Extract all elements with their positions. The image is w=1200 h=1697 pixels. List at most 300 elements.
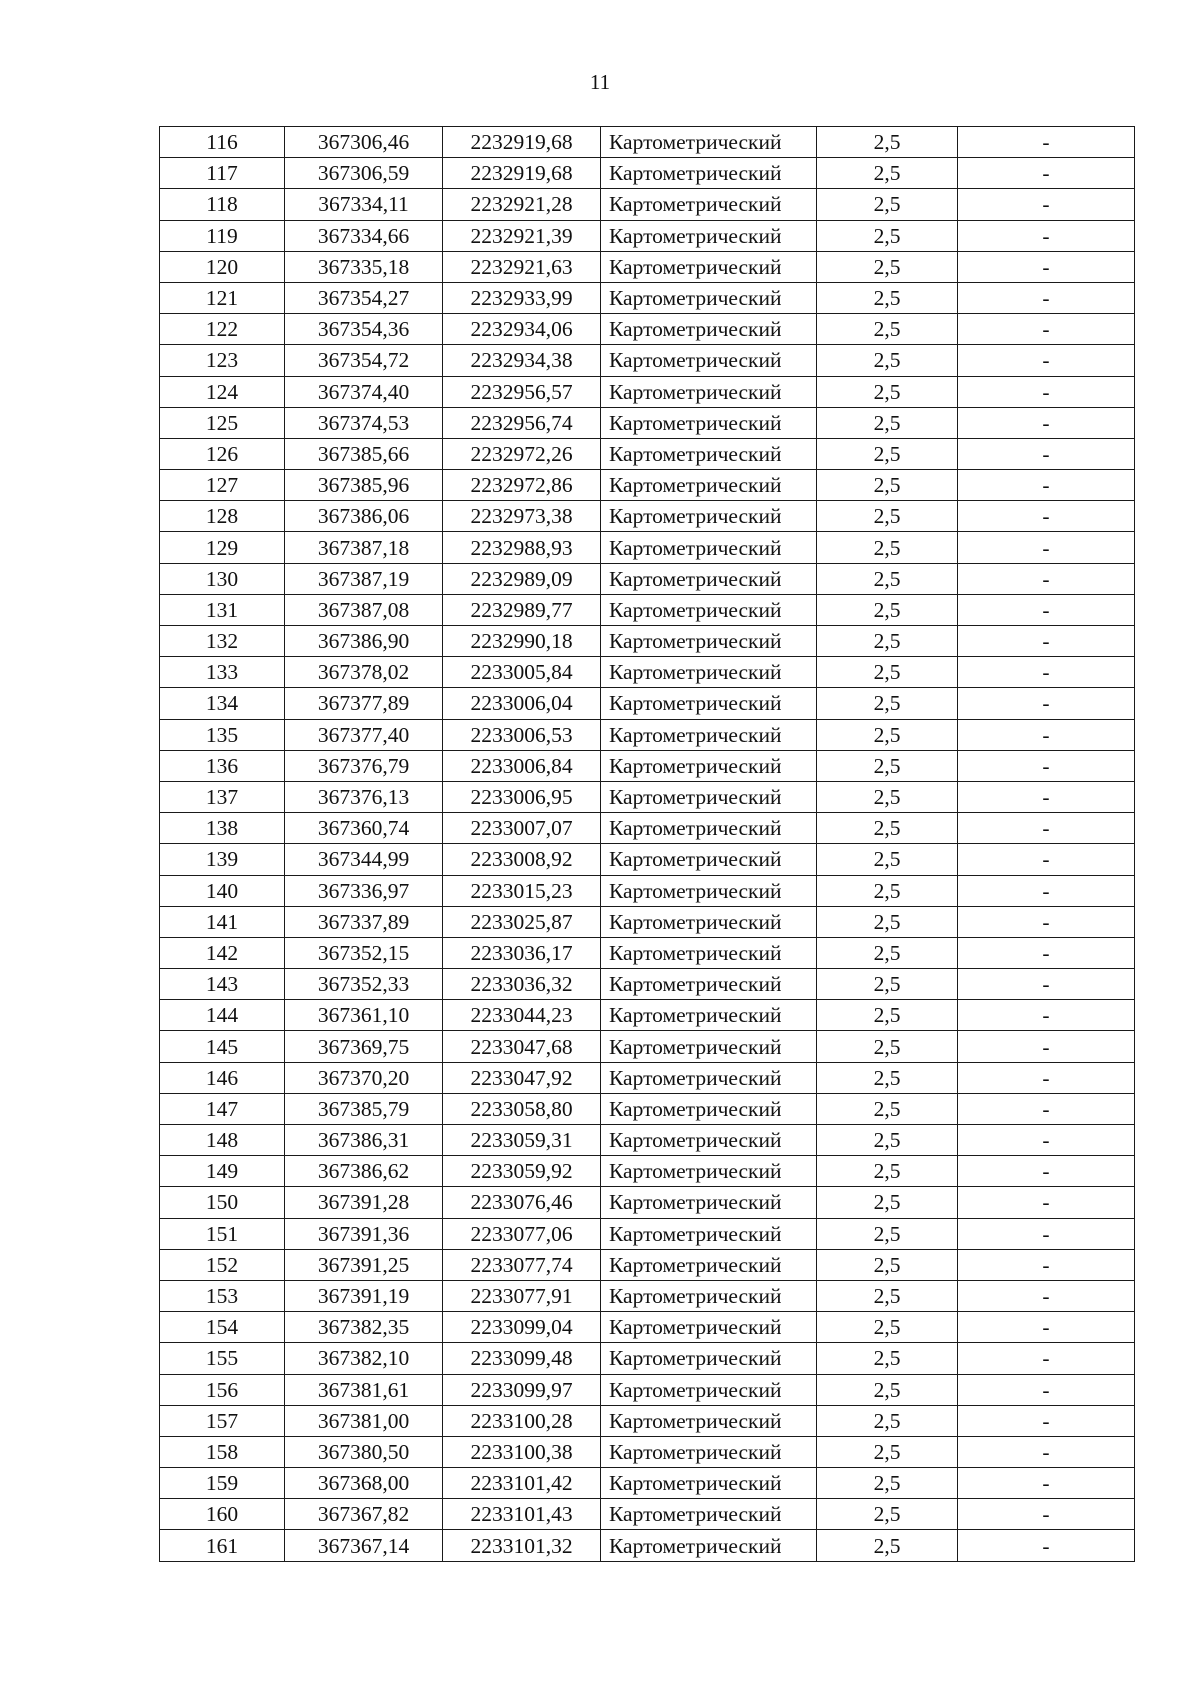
extra-cell: - <box>958 282 1135 313</box>
accuracy-cell: 2,5 <box>817 1374 958 1405</box>
extra-cell: - <box>958 501 1135 532</box>
y-coordinate-cell: 2232972,86 <box>443 470 601 501</box>
y-coordinate-cell: 2233077,74 <box>443 1249 601 1280</box>
extra-cell: - <box>958 158 1135 189</box>
point-number-cell: 148 <box>160 1125 285 1156</box>
y-coordinate-cell: 2232989,77 <box>443 594 601 625</box>
point-number-cell: 124 <box>160 376 285 407</box>
x-coordinate-cell: 367391,25 <box>285 1249 443 1280</box>
extra-cell: - <box>958 937 1135 968</box>
extra-cell: - <box>958 750 1135 781</box>
point-number-cell: 129 <box>160 532 285 563</box>
y-coordinate-cell: 2233100,28 <box>443 1405 601 1436</box>
method-cell: Картометрический <box>601 844 817 875</box>
accuracy-cell: 2,5 <box>817 438 958 469</box>
table-row <box>160 1156 1135 1187</box>
table-row <box>160 906 1135 937</box>
y-coordinate-cell: 2233101,43 <box>443 1499 601 1530</box>
accuracy-cell: 2,5 <box>817 1405 958 1436</box>
extra-cell: - <box>958 781 1135 812</box>
point-number-cell: 159 <box>160 1468 285 1499</box>
accuracy-cell: 2,5 <box>817 1249 958 1280</box>
method-cell: Картометрический <box>601 1405 817 1436</box>
y-coordinate-cell: 2232919,68 <box>443 158 601 189</box>
accuracy-cell: 2,5 <box>817 1000 958 1031</box>
method-cell: Картометрический <box>601 813 817 844</box>
method-cell: Картометрический <box>601 626 817 657</box>
accuracy-cell: 2,5 <box>817 875 958 906</box>
table-row <box>160 189 1135 220</box>
extra-cell: - <box>958 470 1135 501</box>
y-coordinate-cell: 2232934,06 <box>443 314 601 345</box>
extra-cell: - <box>958 688 1135 719</box>
table-row <box>160 158 1135 189</box>
point-number-cell: 138 <box>160 813 285 844</box>
y-coordinate-cell: 2233036,17 <box>443 937 601 968</box>
y-coordinate-cell: 2232973,38 <box>443 501 601 532</box>
extra-cell: - <box>958 220 1135 251</box>
table-row <box>160 844 1135 875</box>
method-cell: Картометрический <box>601 1280 817 1311</box>
accuracy-cell: 2,5 <box>817 345 958 376</box>
extra-cell: - <box>958 532 1135 563</box>
table-row <box>160 719 1135 750</box>
extra-cell: - <box>958 1031 1135 1062</box>
point-number-cell: 128 <box>160 501 285 532</box>
table-row <box>160 407 1135 438</box>
accuracy-cell: 2,5 <box>817 1187 958 1218</box>
method-cell: Картометрический <box>601 719 817 750</box>
accuracy-cell: 2,5 <box>817 688 958 719</box>
table-row <box>160 969 1135 1000</box>
point-number-cell: 123 <box>160 345 285 376</box>
table-row <box>160 220 1135 251</box>
method-cell: Картометрический <box>601 937 817 968</box>
accuracy-cell: 2,5 <box>817 407 958 438</box>
point-number-cell: 154 <box>160 1312 285 1343</box>
accuracy-cell: 2,5 <box>817 251 958 282</box>
accuracy-cell: 2,5 <box>817 1436 958 1467</box>
x-coordinate-cell: 367374,40 <box>285 376 443 407</box>
table-row <box>160 1312 1135 1343</box>
point-number-cell: 152 <box>160 1249 285 1280</box>
accuracy-cell: 2,5 <box>817 1280 958 1311</box>
method-cell: Картометрический <box>601 1000 817 1031</box>
accuracy-cell: 2,5 <box>817 1530 958 1561</box>
y-coordinate-cell: 2233047,92 <box>443 1062 601 1093</box>
accuracy-cell: 2,5 <box>817 376 958 407</box>
x-coordinate-cell: 367378,02 <box>285 657 443 688</box>
table-row <box>160 750 1135 781</box>
table-row <box>160 532 1135 563</box>
point-number-cell: 153 <box>160 1280 285 1311</box>
x-coordinate-cell: 367386,62 <box>285 1156 443 1187</box>
method-cell: Картометрический <box>601 501 817 532</box>
method-cell: Картометрический <box>601 282 817 313</box>
accuracy-cell: 2,5 <box>817 781 958 812</box>
y-coordinate-cell: 2233006,53 <box>443 719 601 750</box>
table-row <box>160 1468 1135 1499</box>
x-coordinate-cell: 367385,96 <box>285 470 443 501</box>
table-row <box>160 345 1135 376</box>
y-coordinate-cell: 2233015,23 <box>443 875 601 906</box>
table-row <box>160 594 1135 625</box>
accuracy-cell: 2,5 <box>817 1125 958 1156</box>
table-row <box>160 470 1135 501</box>
extra-cell: - <box>958 1280 1135 1311</box>
point-number-cell: 121 <box>160 282 285 313</box>
x-coordinate-cell: 367382,10 <box>285 1343 443 1374</box>
table-row <box>160 438 1135 469</box>
accuracy-cell: 2,5 <box>817 1499 958 1530</box>
extra-cell: - <box>958 875 1135 906</box>
y-coordinate-cell: 2232921,28 <box>443 189 601 220</box>
point-number-cell: 133 <box>160 657 285 688</box>
point-number-cell: 132 <box>160 626 285 657</box>
x-coordinate-cell: 367370,20 <box>285 1062 443 1093</box>
point-number-cell: 155 <box>160 1343 285 1374</box>
x-coordinate-cell: 367386,90 <box>285 626 443 657</box>
x-coordinate-cell: 367367,82 <box>285 1499 443 1530</box>
method-cell: Картометрический <box>601 1499 817 1530</box>
table-row <box>160 251 1135 282</box>
y-coordinate-cell: 2232921,39 <box>443 220 601 251</box>
table-row <box>160 937 1135 968</box>
method-cell: Картометрический <box>601 688 817 719</box>
accuracy-cell: 2,5 <box>817 1468 958 1499</box>
extra-cell: - <box>958 563 1135 594</box>
table-row <box>160 376 1135 407</box>
y-coordinate-cell: 2232988,93 <box>443 532 601 563</box>
extra-cell: - <box>958 1312 1135 1343</box>
x-coordinate-cell: 367334,11 <box>285 189 443 220</box>
accuracy-cell: 2,5 <box>817 282 958 313</box>
table-row <box>160 1530 1135 1561</box>
method-cell: Картометрический <box>601 1125 817 1156</box>
extra-cell: - <box>958 1499 1135 1530</box>
y-coordinate-cell: 2233101,42 <box>443 1468 601 1499</box>
y-coordinate-cell: 2233006,04 <box>443 688 601 719</box>
method-cell: Картометрический <box>601 563 817 594</box>
x-coordinate-cell: 367367,14 <box>285 1530 443 1561</box>
table-body <box>160 127 1135 1562</box>
x-coordinate-cell: 367381,00 <box>285 1405 443 1436</box>
method-cell: Картометрический <box>601 1093 817 1124</box>
x-coordinate-cell: 367387,19 <box>285 563 443 594</box>
point-number-cell: 126 <box>160 438 285 469</box>
point-number-cell: 118 <box>160 189 285 220</box>
table-row <box>160 688 1135 719</box>
extra-cell: - <box>958 1093 1135 1124</box>
accuracy-cell: 2,5 <box>817 657 958 688</box>
x-coordinate-cell: 367352,33 <box>285 969 443 1000</box>
x-coordinate-cell: 367387,18 <box>285 532 443 563</box>
table-row <box>160 1125 1135 1156</box>
y-coordinate-cell: 2233099,48 <box>443 1343 601 1374</box>
accuracy-cell: 2,5 <box>817 158 958 189</box>
point-number-cell: 140 <box>160 875 285 906</box>
extra-cell: - <box>958 657 1135 688</box>
point-number-cell: 134 <box>160 688 285 719</box>
extra-cell: - <box>958 376 1135 407</box>
y-coordinate-cell: 2232990,18 <box>443 626 601 657</box>
point-number-cell: 158 <box>160 1436 285 1467</box>
extra-cell: - <box>958 345 1135 376</box>
method-cell: Картометрический <box>601 376 817 407</box>
accuracy-cell: 2,5 <box>817 127 958 158</box>
extra-cell: - <box>958 1343 1135 1374</box>
point-number-cell: 130 <box>160 563 285 594</box>
y-coordinate-cell: 2233058,80 <box>443 1093 601 1124</box>
table-row <box>160 1343 1135 1374</box>
y-coordinate-cell: 2233025,87 <box>443 906 601 937</box>
extra-cell: - <box>958 969 1135 1000</box>
extra-cell: - <box>958 189 1135 220</box>
extra-cell: - <box>958 626 1135 657</box>
method-cell: Картометрический <box>601 906 817 937</box>
y-coordinate-cell: 2232921,63 <box>443 251 601 282</box>
x-coordinate-cell: 367385,66 <box>285 438 443 469</box>
method-cell: Картометрический <box>601 345 817 376</box>
extra-cell: - <box>958 719 1135 750</box>
extra-cell: - <box>958 813 1135 844</box>
x-coordinate-cell: 367386,06 <box>285 501 443 532</box>
x-coordinate-cell: 367354,27 <box>285 282 443 313</box>
point-number-cell: 144 <box>160 1000 285 1031</box>
table-row <box>160 1093 1135 1124</box>
y-coordinate-cell: 2233036,32 <box>443 969 601 1000</box>
extra-cell: - <box>958 1062 1135 1093</box>
point-number-cell: 120 <box>160 251 285 282</box>
x-coordinate-cell: 367354,72 <box>285 345 443 376</box>
table-row <box>160 781 1135 812</box>
table-row <box>160 1187 1135 1218</box>
y-coordinate-cell: 2232956,57 <box>443 376 601 407</box>
method-cell: Картометрический <box>601 470 817 501</box>
method-cell: Картометрический <box>601 407 817 438</box>
point-number-cell: 149 <box>160 1156 285 1187</box>
table-row <box>160 501 1135 532</box>
point-number-cell: 145 <box>160 1031 285 1062</box>
extra-cell: - <box>958 594 1135 625</box>
x-coordinate-cell: 367306,59 <box>285 158 443 189</box>
x-coordinate-cell: 367344,99 <box>285 844 443 875</box>
point-number-cell: 157 <box>160 1405 285 1436</box>
table-row <box>160 875 1135 906</box>
table-row <box>160 1218 1135 1249</box>
x-coordinate-cell: 367335,18 <box>285 251 443 282</box>
table-row <box>160 1405 1135 1436</box>
table-row <box>160 1000 1135 1031</box>
x-coordinate-cell: 367306,46 <box>285 127 443 158</box>
table-row <box>160 1280 1135 1311</box>
x-coordinate-cell: 367334,66 <box>285 220 443 251</box>
y-coordinate-cell: 2233099,04 <box>443 1312 601 1343</box>
point-number-cell: 137 <box>160 781 285 812</box>
method-cell: Картометрический <box>601 750 817 781</box>
extra-cell: - <box>958 906 1135 937</box>
y-coordinate-cell: 2233005,84 <box>443 657 601 688</box>
y-coordinate-cell: 2232933,99 <box>443 282 601 313</box>
method-cell: Картометрический <box>601 1156 817 1187</box>
accuracy-cell: 2,5 <box>817 1343 958 1374</box>
point-number-cell: 160 <box>160 1499 285 1530</box>
method-cell: Картометрический <box>601 314 817 345</box>
point-number-cell: 116 <box>160 127 285 158</box>
method-cell: Картометрический <box>601 189 817 220</box>
table-row <box>160 1249 1135 1280</box>
method-cell: Картометрический <box>601 1218 817 1249</box>
point-number-cell: 151 <box>160 1218 285 1249</box>
point-number-cell: 119 <box>160 220 285 251</box>
x-coordinate-cell: 367376,13 <box>285 781 443 812</box>
method-cell: Картометрический <box>601 969 817 1000</box>
y-coordinate-cell: 2233047,68 <box>443 1031 601 1062</box>
accuracy-cell: 2,5 <box>817 813 958 844</box>
accuracy-cell: 2,5 <box>817 220 958 251</box>
method-cell: Картометрический <box>601 875 817 906</box>
table-row <box>160 314 1135 345</box>
x-coordinate-cell: 367391,19 <box>285 1280 443 1311</box>
accuracy-cell: 2,5 <box>817 1062 958 1093</box>
point-number-cell: 143 <box>160 969 285 1000</box>
x-coordinate-cell: 367376,79 <box>285 750 443 781</box>
x-coordinate-cell: 367377,40 <box>285 719 443 750</box>
x-coordinate-cell: 367387,08 <box>285 594 443 625</box>
method-cell: Картометрический <box>601 1031 817 1062</box>
extra-cell: - <box>958 1125 1135 1156</box>
x-coordinate-cell: 367374,53 <box>285 407 443 438</box>
extra-cell: - <box>958 407 1135 438</box>
table-row <box>160 813 1135 844</box>
table-row <box>160 1062 1135 1093</box>
accuracy-cell: 2,5 <box>817 314 958 345</box>
extra-cell: - <box>958 844 1135 875</box>
method-cell: Картометрический <box>601 1312 817 1343</box>
method-cell: Картометрический <box>601 594 817 625</box>
x-coordinate-cell: 367385,79 <box>285 1093 443 1124</box>
method-cell: Картометрический <box>601 657 817 688</box>
y-coordinate-cell: 2233101,32 <box>443 1530 601 1561</box>
x-coordinate-cell: 367360,74 <box>285 813 443 844</box>
accuracy-cell: 2,5 <box>817 594 958 625</box>
table-row <box>160 563 1135 594</box>
table-row <box>160 282 1135 313</box>
point-number-cell: 131 <box>160 594 285 625</box>
table-row <box>160 1374 1135 1405</box>
table-row <box>160 626 1135 657</box>
point-number-cell: 141 <box>160 906 285 937</box>
table-row <box>160 657 1135 688</box>
point-number-cell: 125 <box>160 407 285 438</box>
method-cell: Картометрический <box>601 251 817 282</box>
extra-cell: - <box>958 438 1135 469</box>
extra-cell: - <box>958 251 1135 282</box>
accuracy-cell: 2,5 <box>817 626 958 657</box>
method-cell: Картометрический <box>601 1062 817 1093</box>
method-cell: Картометрический <box>601 1343 817 1374</box>
extra-cell: - <box>958 1405 1135 1436</box>
y-coordinate-cell: 2233076,46 <box>443 1187 601 1218</box>
extra-cell: - <box>958 1530 1135 1561</box>
y-coordinate-cell: 2233059,92 <box>443 1156 601 1187</box>
accuracy-cell: 2,5 <box>817 1156 958 1187</box>
point-number-cell: 135 <box>160 719 285 750</box>
accuracy-cell: 2,5 <box>817 1093 958 1124</box>
y-coordinate-cell: 2233006,84 <box>443 750 601 781</box>
y-coordinate-cell: 2233059,31 <box>443 1125 601 1156</box>
extra-cell: - <box>958 314 1135 345</box>
x-coordinate-cell: 367382,35 <box>285 1312 443 1343</box>
x-coordinate-cell: 367336,97 <box>285 875 443 906</box>
extra-cell: - <box>958 1000 1135 1031</box>
accuracy-cell: 2,5 <box>817 470 958 501</box>
method-cell: Картометрический <box>601 1249 817 1280</box>
page-number: 11 <box>589 70 611 94</box>
method-cell: Картометрический <box>601 127 817 158</box>
x-coordinate-cell: 367391,28 <box>285 1187 443 1218</box>
accuracy-cell: 2,5 <box>817 750 958 781</box>
y-coordinate-cell: 2233099,97 <box>443 1374 601 1405</box>
extra-cell: - <box>958 1374 1135 1405</box>
point-number-cell: 146 <box>160 1062 285 1093</box>
y-coordinate-cell: 2232972,26 <box>443 438 601 469</box>
point-number-cell: 161 <box>160 1530 285 1561</box>
y-coordinate-cell: 2232919,68 <box>443 127 601 158</box>
method-cell: Картометрический <box>601 438 817 469</box>
accuracy-cell: 2,5 <box>817 719 958 750</box>
y-coordinate-cell: 2233006,95 <box>443 781 601 812</box>
x-coordinate-cell: 367354,36 <box>285 314 443 345</box>
x-coordinate-cell: 367368,00 <box>285 1468 443 1499</box>
y-coordinate-cell: 2233008,92 <box>443 844 601 875</box>
extra-cell: - <box>958 1218 1135 1249</box>
y-coordinate-cell: 2232934,38 <box>443 345 601 376</box>
point-number-cell: 122 <box>160 314 285 345</box>
y-coordinate-cell: 2233077,06 <box>443 1218 601 1249</box>
y-coordinate-cell: 2232989,09 <box>443 563 601 594</box>
table-row <box>160 1499 1135 1530</box>
point-number-cell: 147 <box>160 1093 285 1124</box>
method-cell: Картометрический <box>601 781 817 812</box>
extra-cell: - <box>958 1156 1135 1187</box>
accuracy-cell: 2,5 <box>817 969 958 1000</box>
x-coordinate-cell: 367380,50 <box>285 1436 443 1467</box>
extra-cell: - <box>958 127 1135 158</box>
accuracy-cell: 2,5 <box>817 501 958 532</box>
accuracy-cell: 2,5 <box>817 937 958 968</box>
extra-cell: - <box>958 1249 1135 1280</box>
method-cell: Картометрический <box>601 1187 817 1218</box>
x-coordinate-cell: 367369,75 <box>285 1031 443 1062</box>
method-cell: Картометрический <box>601 532 817 563</box>
x-coordinate-cell: 367391,36 <box>285 1218 443 1249</box>
method-cell: Картометрический <box>601 1374 817 1405</box>
method-cell: Картометрический <box>601 158 817 189</box>
x-coordinate-cell: 367386,31 <box>285 1125 443 1156</box>
point-number-cell: 142 <box>160 937 285 968</box>
method-cell: Картометрический <box>601 220 817 251</box>
method-cell: Картометрический <box>601 1530 817 1561</box>
x-coordinate-cell: 367352,15 <box>285 937 443 968</box>
extra-cell: - <box>958 1468 1135 1499</box>
y-coordinate-cell: 2233100,38 <box>443 1436 601 1467</box>
table-row <box>160 1436 1135 1467</box>
y-coordinate-cell: 2233007,07 <box>443 813 601 844</box>
point-number-cell: 117 <box>160 158 285 189</box>
x-coordinate-cell: 367381,61 <box>285 1374 443 1405</box>
coordinates-table <box>159 126 1135 1562</box>
